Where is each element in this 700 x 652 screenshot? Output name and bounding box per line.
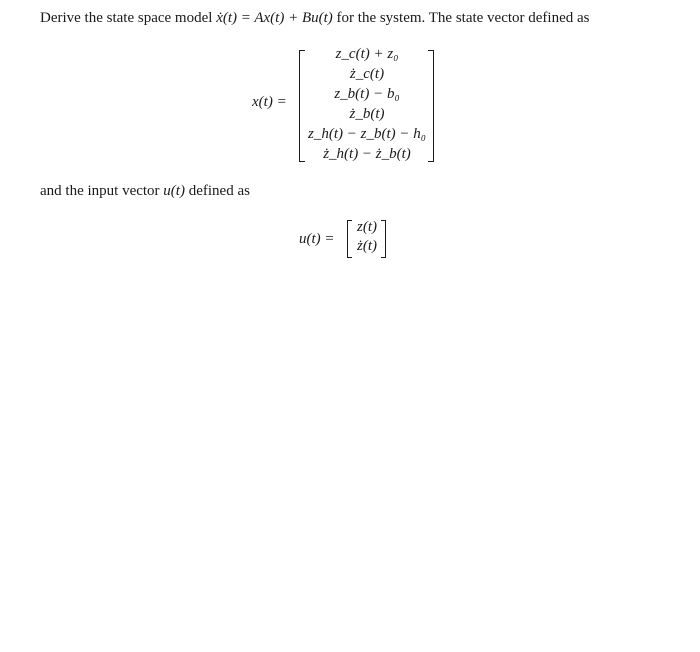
input-vector-statement: [40, 182, 250, 200]
state-vector-row: ż_b(t): [349, 106, 385, 122]
state-space-equation: ẋ(t) = Ax(t) + Bu(t): [216, 10, 333, 26]
state-vector-lhs: x(t) =: [252, 94, 287, 110]
input-vector-entries: [351, 218, 383, 256]
input-vector-row: ż(t): [357, 238, 377, 254]
intro-text-after: for the system. The state vector defined as: [332, 10, 590, 26]
state-vector-row: ż_c(t): [349, 66, 385, 82]
input-intro-text-before: and the input vector: [40, 183, 164, 199]
input-vector-equation: [299, 218, 409, 260]
problem-statement: [40, 9, 590, 27]
input-vector-right-bracket: [381, 220, 386, 258]
state-vector-right-bracket: [428, 50, 434, 162]
state-vector-row: ż_h(t) − ż_b(t): [323, 146, 411, 162]
state-vector-equation: [252, 40, 452, 164]
state-vector-entries: [304, 44, 430, 164]
state-vector-row: z_b(t) − b₀: [334, 86, 400, 102]
input-vector-symbol: u(t): [163, 183, 185, 199]
state-vector-row: z_h(t) − z_b(t) − h₀: [308, 126, 426, 142]
intro-text-before: Derive the state space model: [40, 10, 217, 26]
input-vector-lhs: u(t) =: [299, 231, 335, 247]
input-vector-row: z(t): [357, 219, 377, 235]
input-intro-text-after: defined as: [184, 183, 250, 199]
state-vector-row: z_c(t) + z₀: [335, 46, 399, 62]
